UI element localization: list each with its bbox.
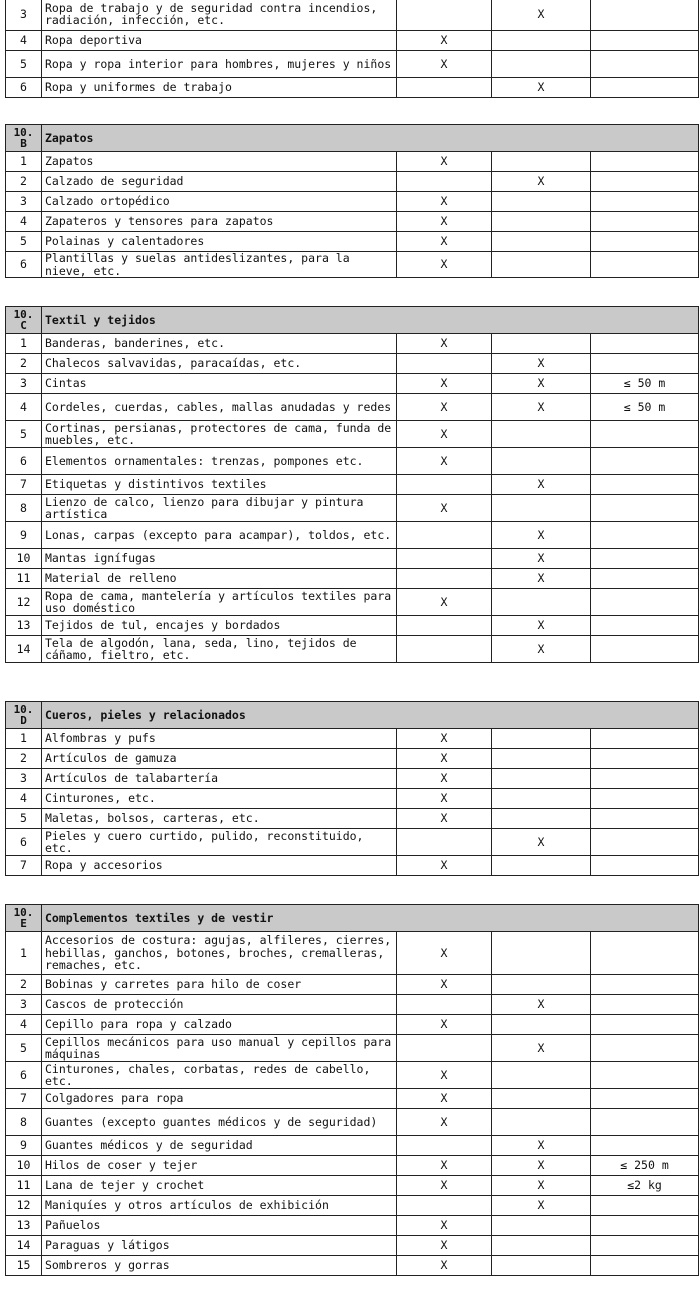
- row-description: Paraguas y látigos: [42, 1236, 397, 1256]
- table-row: [6, 1062, 699, 1089]
- section-table-zapatos: [5, 124, 699, 278]
- row-limit: [591, 421, 699, 448]
- table-row: [6, 31, 699, 51]
- section-title: Zapatos: [42, 125, 699, 152]
- row-description: Banderas, banderines, etc.: [42, 334, 397, 354]
- row-limit: [591, 749, 699, 769]
- section-title: Complementos textiles y de vestir: [42, 905, 699, 932]
- table-row: [6, 78, 699, 98]
- row-number: 6: [6, 1062, 42, 1089]
- row-limit: [591, 549, 699, 569]
- row-limit: [591, 1196, 699, 1216]
- row-mark-b: X: [492, 475, 591, 495]
- table-row: [6, 729, 699, 749]
- row-mark-a: X: [397, 1176, 492, 1196]
- row-description: Tejidos de tul, encajes y bordados: [42, 616, 397, 636]
- row-limit: [591, 729, 699, 749]
- row-number: 2: [6, 172, 42, 192]
- row-description: Ropa y uniformes de trabajo: [42, 78, 397, 98]
- row-description: Artículos de talabartería: [42, 769, 397, 789]
- row-number: 3: [6, 769, 42, 789]
- row-mark-b: [492, 1015, 591, 1035]
- row-mark-a: X: [397, 252, 492, 278]
- row-mark-b: [492, 729, 591, 749]
- row-mark-a: X: [397, 212, 492, 232]
- row-mark-b: X: [492, 1196, 591, 1216]
- row-limit: [591, 569, 699, 589]
- row-number: 3: [6, 0, 42, 31]
- row-mark-b: X: [492, 354, 591, 374]
- row-mark-b: X: [492, 995, 591, 1015]
- row-mark-b: [492, 252, 591, 278]
- row-mark-b: [492, 932, 591, 975]
- row-mark-b: [492, 975, 591, 995]
- row-mark-a: X: [397, 1109, 492, 1136]
- row-mark-b: [492, 152, 591, 172]
- row-limit: [591, 51, 699, 78]
- table-row: [6, 749, 699, 769]
- row-description: Material de relleno: [42, 569, 397, 589]
- section-table-continuation: [5, 0, 699, 98]
- row-mark-a: X: [397, 1216, 492, 1236]
- table-row: [6, 789, 699, 809]
- row-mark-a: [397, 172, 492, 192]
- row-description: Cinturones, chales, corbatas, redes de cabello, etc.: [42, 1062, 397, 1089]
- table-row: [6, 374, 699, 394]
- row-limit: [591, 0, 699, 31]
- row-mark-a: [397, 569, 492, 589]
- row-number: 10: [6, 549, 42, 569]
- table-row: [6, 1196, 699, 1216]
- row-mark-a: X: [397, 856, 492, 876]
- section-title: Textil y tejidos: [42, 307, 699, 334]
- table-row: [6, 549, 699, 569]
- row-limit: [591, 495, 699, 522]
- row-limit: [591, 1256, 699, 1276]
- row-number: 4: [6, 789, 42, 809]
- row-description: Maniquíes y otros artículos de exhibición: [42, 1196, 397, 1216]
- table-row: [6, 252, 699, 278]
- row-mark-a: X: [397, 1156, 492, 1176]
- row-number: 2: [6, 975, 42, 995]
- row-number: 8: [6, 1109, 42, 1136]
- row-mark-a: X: [397, 729, 492, 749]
- row-limit: [591, 856, 699, 876]
- table-row: [6, 616, 699, 636]
- row-mark-b: [492, 421, 591, 448]
- row-mark-b: [492, 448, 591, 475]
- row-mark-b: [492, 1256, 591, 1276]
- row-description: Cepillos mecánicos para uso manual y cepillos para máquinas: [42, 1035, 397, 1062]
- row-mark-a: [397, 475, 492, 495]
- row-limit: [591, 252, 699, 278]
- row-number: 7: [6, 1089, 42, 1109]
- row-mark-a: X: [397, 421, 492, 448]
- table-row: [6, 1015, 699, 1035]
- row-mark-b: [492, 856, 591, 876]
- table-row: [6, 495, 699, 522]
- section-code: 10. E: [6, 905, 42, 932]
- section-header: [6, 905, 699, 932]
- row-mark-b: [492, 589, 591, 616]
- row-limit: [591, 589, 699, 616]
- row-description: Guantes (excepto guantes médicos y de seguridad): [42, 1109, 397, 1136]
- row-mark-b: [492, 789, 591, 809]
- section-code: 10. C: [6, 307, 42, 334]
- table-row: [6, 1109, 699, 1136]
- table-row: [6, 475, 699, 495]
- section-header: [6, 125, 699, 152]
- row-description: Colgadores para ropa: [42, 1089, 397, 1109]
- row-limit: [591, 1035, 699, 1062]
- row-mark-a: [397, 1136, 492, 1156]
- row-description: Cinturones, etc.: [42, 789, 397, 809]
- row-number: 6: [6, 448, 42, 475]
- table-row: [6, 1136, 699, 1156]
- row-description: Guantes médicos y de seguridad: [42, 1136, 397, 1156]
- row-number: 14: [6, 636, 42, 663]
- row-number: 5: [6, 51, 42, 78]
- row-mark-b: X: [492, 829, 591, 856]
- row-limit: [591, 789, 699, 809]
- table-row: [6, 354, 699, 374]
- section-header: [6, 307, 699, 334]
- row-limit: [591, 636, 699, 663]
- row-number: 13: [6, 1216, 42, 1236]
- table-row: [6, 1256, 699, 1276]
- row-mark-a: X: [397, 1089, 492, 1109]
- row-number: 9: [6, 522, 42, 549]
- table-row: [6, 1176, 699, 1196]
- row-mark-a: X: [397, 495, 492, 522]
- row-description: Artículos de gamuza: [42, 749, 397, 769]
- row-description: Cepillo para ropa y calzado: [42, 1015, 397, 1035]
- row-description: Ropa y accesorios: [42, 856, 397, 876]
- row-limit: [591, 932, 699, 975]
- row-mark-a: X: [397, 1256, 492, 1276]
- row-mark-a: X: [397, 1015, 492, 1035]
- row-limit: [591, 334, 699, 354]
- row-mark-a: X: [397, 1062, 492, 1089]
- section-code: 10. B: [6, 125, 42, 152]
- row-limit: [591, 192, 699, 212]
- row-limit: ≤ 50 m: [591, 394, 699, 421]
- row-mark-b: X: [492, 522, 591, 549]
- row-description: Etiquetas y distintivos textiles: [42, 475, 397, 495]
- row-number: 1: [6, 334, 42, 354]
- row-mark-a: X: [397, 232, 492, 252]
- section-header: [6, 702, 699, 729]
- row-description: Pañuelos: [42, 1216, 397, 1236]
- table-row: [6, 1035, 699, 1062]
- row-description: Ropa de trabajo y de seguridad contra incendios, radiación, infección, etc.: [42, 0, 397, 31]
- row-limit: ≤ 250 m: [591, 1156, 699, 1176]
- row-mark-a: [397, 522, 492, 549]
- row-number: 3: [6, 192, 42, 212]
- row-mark-a: X: [397, 51, 492, 78]
- table-row: [6, 809, 699, 829]
- row-mark-b: X: [492, 636, 591, 663]
- row-number: 9: [6, 1136, 42, 1156]
- row-limit: [591, 212, 699, 232]
- row-limit: [591, 809, 699, 829]
- row-limit: [591, 1109, 699, 1136]
- row-mark-b: X: [492, 616, 591, 636]
- table-row: [6, 51, 699, 78]
- row-limit: [591, 1216, 699, 1236]
- row-mark-a: X: [397, 394, 492, 421]
- row-limit: [591, 995, 699, 1015]
- row-number: 6: [6, 78, 42, 98]
- row-mark-b: X: [492, 374, 591, 394]
- row-limit: [591, 232, 699, 252]
- row-number: 1: [6, 152, 42, 172]
- row-limit: [591, 172, 699, 192]
- table-row: [6, 1236, 699, 1256]
- row-description: Elementos ornamentales: trenzas, pompones etc.: [42, 448, 397, 475]
- row-description: Bobinas y carretes para hilo de coser: [42, 975, 397, 995]
- row-mark-a: [397, 829, 492, 856]
- section-table-cueros: [5, 701, 699, 876]
- row-mark-b: [492, 1216, 591, 1236]
- row-mark-a: X: [397, 749, 492, 769]
- row-mark-a: [397, 549, 492, 569]
- row-description: Maletas, bolsos, carteras, etc.: [42, 809, 397, 829]
- row-limit: [591, 78, 699, 98]
- row-mark-b: [492, 334, 591, 354]
- row-description: Alfombras y pufs: [42, 729, 397, 749]
- table-row: [6, 975, 699, 995]
- table-row: [6, 334, 699, 354]
- row-description: Ropa deportiva: [42, 31, 397, 51]
- row-limit: [591, 1236, 699, 1256]
- row-mark-b: [492, 1089, 591, 1109]
- row-mark-b: [492, 769, 591, 789]
- row-limit: [591, 616, 699, 636]
- row-mark-b: [492, 1062, 591, 1089]
- row-mark-a: X: [397, 1236, 492, 1256]
- row-mark-b: [492, 1109, 591, 1136]
- row-limit: [591, 448, 699, 475]
- row-mark-a: X: [397, 975, 492, 995]
- row-description: Polainas y calentadores: [42, 232, 397, 252]
- row-number: 1: [6, 932, 42, 975]
- section-table-complementos: [5, 904, 699, 1276]
- row-mark-b: X: [492, 549, 591, 569]
- row-description: Cortinas, persianas, protectores de cama, funda de muebles, etc.: [42, 421, 397, 448]
- table-row: [6, 1156, 699, 1176]
- row-mark-a: X: [397, 769, 492, 789]
- row-number: 8: [6, 495, 42, 522]
- table-row: [6, 212, 699, 232]
- table-row: [6, 1216, 699, 1236]
- row-description: Lonas, carpas (excepto para acampar), toldos, etc.: [42, 522, 397, 549]
- row-limit: [591, 1015, 699, 1035]
- table-row: [6, 932, 699, 975]
- row-mark-a: X: [397, 809, 492, 829]
- row-mark-a: [397, 0, 492, 31]
- table-row: [6, 421, 699, 448]
- row-mark-b: [492, 212, 591, 232]
- row-description: Calzado ortopédico: [42, 192, 397, 212]
- row-mark-b: [492, 749, 591, 769]
- row-number: 14: [6, 1236, 42, 1256]
- table-row: [6, 569, 699, 589]
- row-mark-a: [397, 616, 492, 636]
- row-mark-b: [492, 192, 591, 212]
- row-description: Zapateros y tensores para zapatos: [42, 212, 397, 232]
- row-mark-b: [492, 1236, 591, 1256]
- row-number: 5: [6, 809, 42, 829]
- row-number: 6: [6, 829, 42, 856]
- row-number: 4: [6, 1015, 42, 1035]
- row-number: 7: [6, 475, 42, 495]
- table-row: [6, 522, 699, 549]
- row-mark-b: [492, 809, 591, 829]
- section-code: 10. D: [6, 702, 42, 729]
- row-limit: [591, 1136, 699, 1156]
- row-limit: [591, 1089, 699, 1109]
- row-limit: [591, 1062, 699, 1089]
- row-number: 5: [6, 1035, 42, 1062]
- row-number: 10: [6, 1156, 42, 1176]
- section-title: Cueros, pieles y relacionados: [42, 702, 699, 729]
- row-limit: [591, 475, 699, 495]
- row-mark-b: X: [492, 1035, 591, 1062]
- row-description: Ropa de cama, mantelería y artículos textiles para uso doméstico: [42, 589, 397, 616]
- row-limit: [591, 829, 699, 856]
- row-number: 5: [6, 232, 42, 252]
- row-number: 3: [6, 374, 42, 394]
- row-mark-a: X: [397, 374, 492, 394]
- row-number: 4: [6, 31, 42, 51]
- row-description: Lana de tejer y crochet: [42, 1176, 397, 1196]
- row-description: Sombreros y gorras: [42, 1256, 397, 1276]
- row-limit: [591, 522, 699, 549]
- row-mark-b: X: [492, 0, 591, 31]
- row-mark-b: [492, 232, 591, 252]
- row-description: Calzado de seguridad: [42, 172, 397, 192]
- row-limit: ≤ 50 m: [591, 374, 699, 394]
- row-mark-a: X: [397, 789, 492, 809]
- row-description: Hilos de coser y tejer: [42, 1156, 397, 1176]
- row-description: Chalecos salvavidas, paracaídas, etc.: [42, 354, 397, 374]
- table-row: [6, 232, 699, 252]
- row-mark-b: [492, 495, 591, 522]
- row-limit: [591, 152, 699, 172]
- row-mark-a: X: [397, 192, 492, 212]
- row-mark-a: [397, 636, 492, 663]
- table-row: [6, 1089, 699, 1109]
- row-mark-b: X: [492, 1176, 591, 1196]
- table-row: [6, 856, 699, 876]
- row-limit: [591, 354, 699, 374]
- table-row: [6, 172, 699, 192]
- table-row: [6, 192, 699, 212]
- table-row: [6, 448, 699, 475]
- row-number: 2: [6, 749, 42, 769]
- row-description: Accesorios de costura: agujas, alfileres, cierres, hebillas, ganchos, botones, broches, cremalleras, remaches, etc.: [42, 932, 397, 975]
- row-description: Cordeles, cuerdas, cables, mallas anudadas y redes: [42, 394, 397, 421]
- row-mark-b: [492, 31, 591, 51]
- row-number: 11: [6, 569, 42, 589]
- row-mark-a: [397, 78, 492, 98]
- row-number: 7: [6, 856, 42, 876]
- row-number: 4: [6, 212, 42, 232]
- row-number: 13: [6, 616, 42, 636]
- row-number: 11: [6, 1176, 42, 1196]
- table-row: [6, 152, 699, 172]
- section-table-textil: [5, 306, 699, 663]
- table-row: [6, 394, 699, 421]
- row-number: 6: [6, 252, 42, 278]
- row-mark-a: X: [397, 932, 492, 975]
- row-mark-a: X: [397, 152, 492, 172]
- row-description: Cintas: [42, 374, 397, 394]
- row-number: 15: [6, 1256, 42, 1276]
- table-row: [6, 995, 699, 1015]
- row-mark-a: [397, 1035, 492, 1062]
- row-description: Ropa y ropa interior para hombres, mujeres y niños: [42, 51, 397, 78]
- row-mark-a: X: [397, 31, 492, 51]
- row-number: 5: [6, 421, 42, 448]
- row-mark-b: X: [492, 569, 591, 589]
- row-mark-b: X: [492, 1156, 591, 1176]
- row-description: Zapatos: [42, 152, 397, 172]
- row-number: 12: [6, 1196, 42, 1216]
- row-limit: ≤2 kg: [591, 1176, 699, 1196]
- row-limit: [591, 769, 699, 789]
- row-description: Pieles y cuero curtido, pulido, reconstituido, etc.: [42, 829, 397, 856]
- row-description: Plantillas y suelas antideslizantes, para la nieve, etc.: [42, 252, 397, 278]
- row-number: 2: [6, 354, 42, 374]
- table-row: [6, 589, 699, 616]
- row-mark-a: [397, 1196, 492, 1216]
- table-row: [6, 829, 699, 856]
- row-mark-a: [397, 354, 492, 374]
- row-mark-b: X: [492, 1136, 591, 1156]
- row-mark-b: [492, 51, 591, 78]
- row-description: Tela de algodón, lana, seda, lino, tejidos de cáñamo, fieltro, etc.: [42, 636, 397, 663]
- row-description: Lienzo de calco, lienzo para dibujar y pintura artística: [42, 495, 397, 522]
- row-mark-a: [397, 995, 492, 1015]
- table-row: [6, 769, 699, 789]
- row-mark-b: X: [492, 394, 591, 421]
- row-mark-a: X: [397, 589, 492, 616]
- row-number: 1: [6, 729, 42, 749]
- row-description: Cascos de protección: [42, 995, 397, 1015]
- row-mark-a: X: [397, 334, 492, 354]
- row-mark-b: X: [492, 172, 591, 192]
- row-limit: [591, 975, 699, 995]
- row-limit: [591, 31, 699, 51]
- table-row: [6, 636, 699, 663]
- row-number: 12: [6, 589, 42, 616]
- row-mark-b: X: [492, 78, 591, 98]
- row-number: 4: [6, 394, 42, 421]
- row-description: Mantas ignífugas: [42, 549, 397, 569]
- row-mark-a: X: [397, 448, 492, 475]
- row-number: 3: [6, 995, 42, 1015]
- table-row: [6, 0, 699, 31]
